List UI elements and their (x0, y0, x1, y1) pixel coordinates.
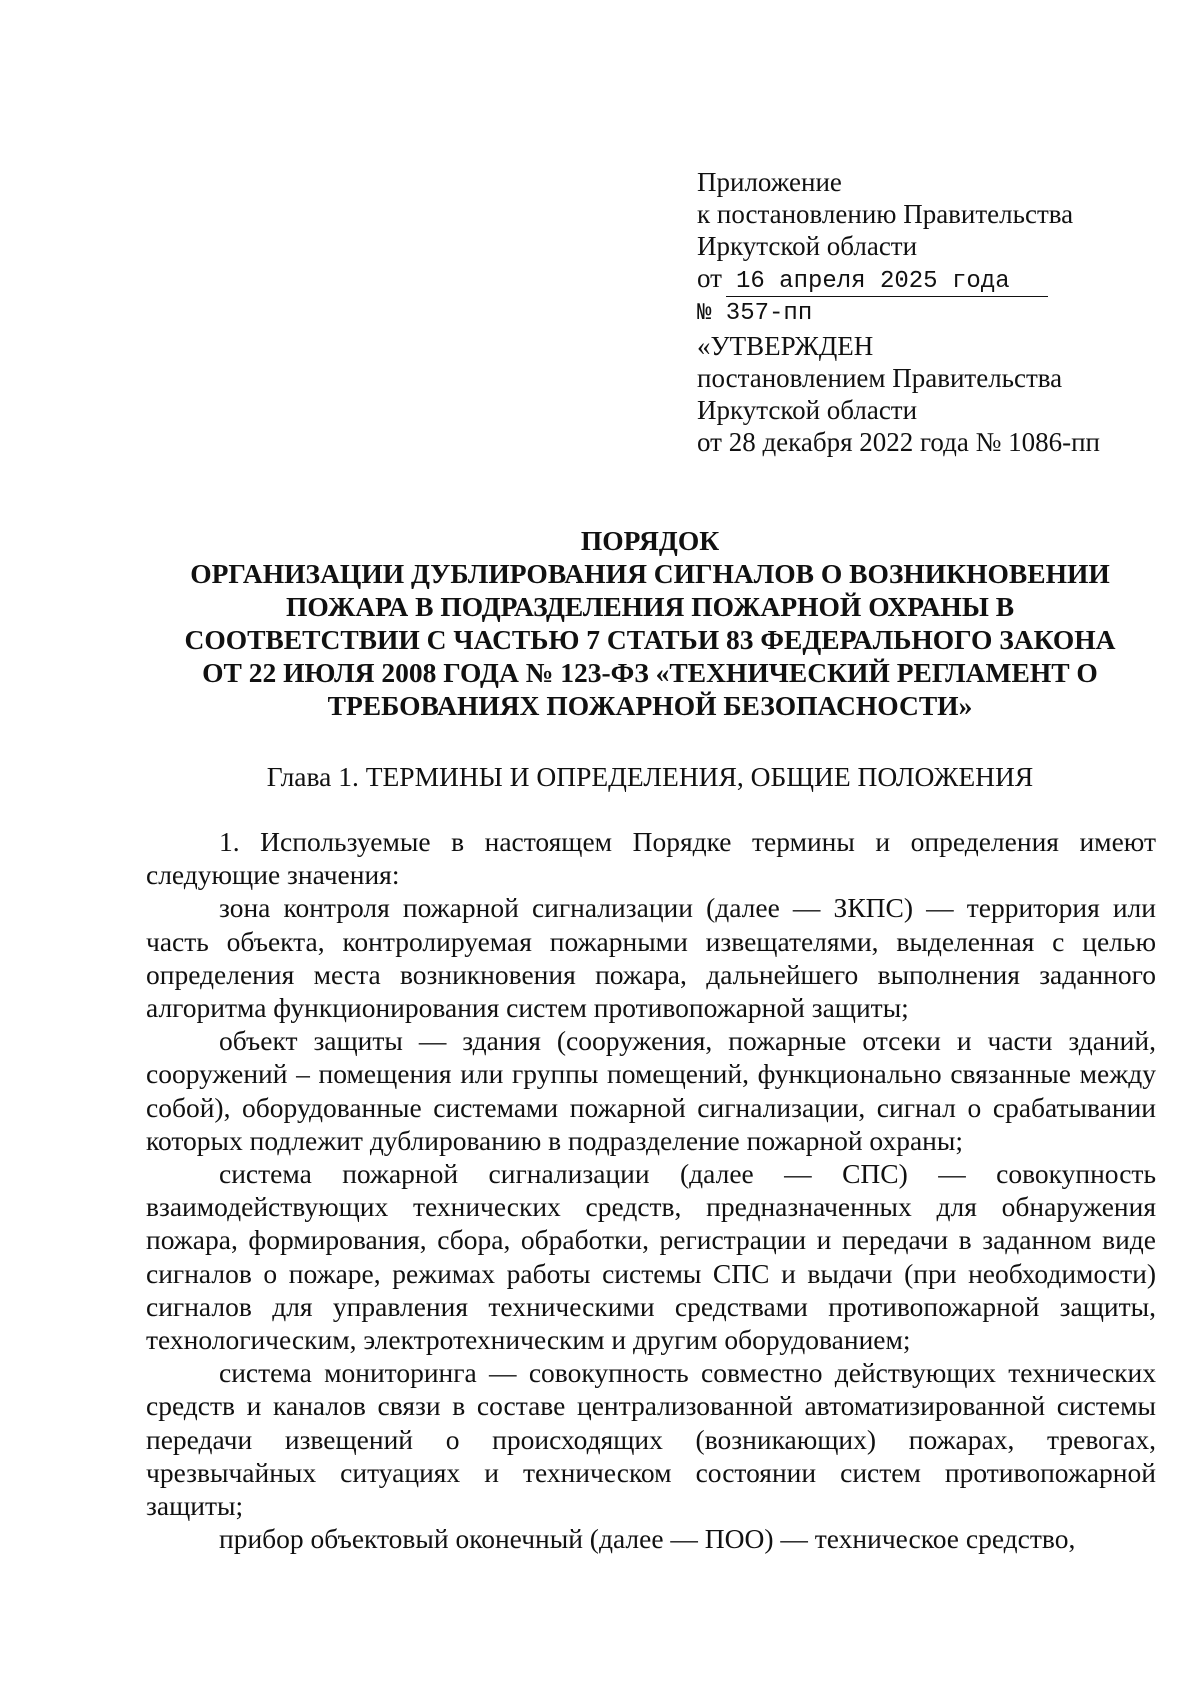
document-title (150, 524, 1150, 722)
title-line: ОРГАНИЗАЦИИ ДУБЛИРОВАНИЯ СИГНАЛОВ О ВОЗНИКНОВЕНИИ (190, 558, 1110, 589)
paragraph: объект защиты — здания (сооружения, пожарные отсеки и части зданий, сооружений – помещения или группы помещений, функционально связанные между собой), оборудованные системами пожарной сигнализации, сигнал о срабатывании которых подлежит дублированию в подразделение пожарной охраны; (146, 1025, 1156, 1156)
date-prefix: от (697, 263, 722, 293)
approved-by: постановлением Правительства (697, 363, 1063, 393)
title-line: ПОРЯДОК (580, 525, 720, 556)
paragraph: система пожарной сигнализации (далее — СПС) — совокупность взаимодействующих технических средств, предназначенных для обнаружения пожара, формирования, сбора, обработки, регистрации и передачи в заданном виде сигналов о пожаре, режимах работы системы СПС и выдачи (при необходимости) сигналов для управления техническими средствами противопожарной защиты, технологическим, электротехническим и другим оборудованием; (146, 1158, 1156, 1356)
title-line: ПОЖАРА В ПОДРАЗДЕЛЕНИЯ ПОЖАРНОЙ ОХРАНЫ В (285, 591, 1015, 622)
paragraph: 1. Используемые в настоящем Порядке термины и определения имеют следующие значения: (146, 826, 1156, 891)
document-body (146, 825, 1156, 1555)
approved-region: Иркутской области (697, 395, 918, 425)
appendix-region: Иркутской области (697, 231, 918, 261)
decree-number: № 357-пп (697, 300, 813, 327)
chapter-heading: Глава 1. ТЕРМИНЫ И ОПРЕДЕЛЕНИЯ, ОБЩИЕ ПОЛОЖЕНИЯ (266, 761, 1034, 792)
paragraph: зона контроля пожарной сигнализации (далее — ЗКПС) — территория или часть объекта, контролируемая пожарными извещателями, выделенная с целью определения места возникновения пожара, дальнейшего выполнения заданного алгоритма функционирования систем противопожарной защиты; (146, 892, 1156, 1024)
appendix-date-line (697, 262, 1177, 294)
date-value: 16 апреля 2025 года (726, 268, 1048, 297)
title-line: ОТ 22 ИЮЛЯ 2008 ГОДА № 123-ФЗ «ТЕХНИЧЕСКИЙ РЕГЛАМЕНТ О (202, 657, 1098, 688)
paragraph: прибор объектовый оконечный (далее — ПОО) — техническое средство, (219, 1523, 1076, 1555)
appendix-decree: к постановлению Правительства (697, 199, 1074, 229)
approved-reference: от 28 декабря 2022 года № 1086-пп (697, 427, 1101, 457)
appendix-header (697, 166, 1177, 458)
paragraph: система мониторинга — совокупность совместно действующих технических средств и каналов связи в составе централизованной автоматизированной системы передачи извещений о происходящих (возникающих) пожарах, тревогах, чрезвычайных ситуациях и техническом состоянии систем противопожарной защиты; (146, 1357, 1156, 1522)
title-line: ТРЕБОВАНИЯХ ПОЖАРНОЙ БЕЗОПАСНОСТИ» (327, 690, 973, 721)
approved-label: «УТВЕРЖДЕН (697, 331, 874, 361)
appendix-label: Приложение (697, 167, 842, 197)
title-line: СООТВЕТСТВИИ С ЧАСТЬЮ 7 СТАТЬИ 83 ФЕДЕРАЛЬНОГО ЗАКОНА (184, 624, 1116, 655)
